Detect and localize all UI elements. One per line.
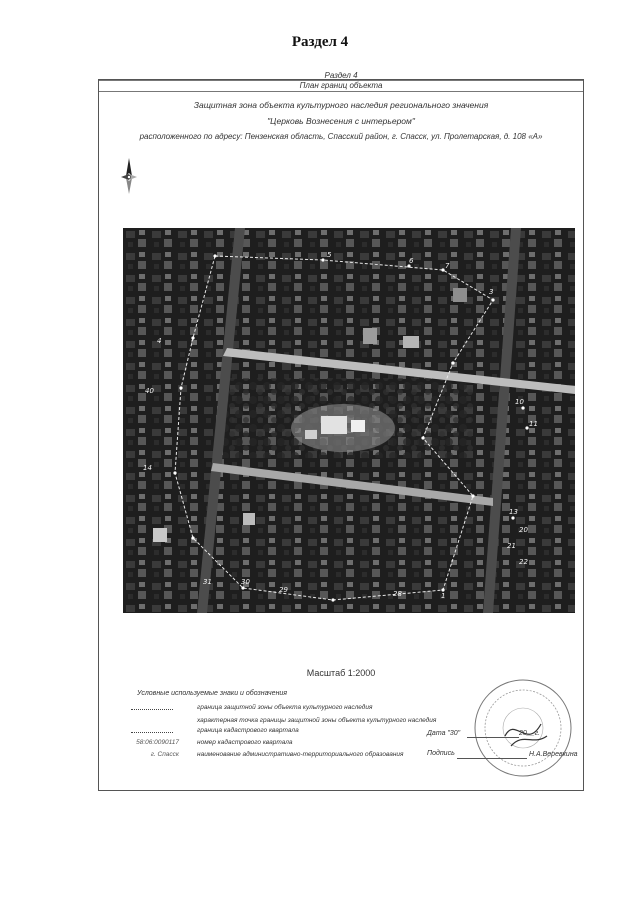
title-line-2: "Церковь Вознесения с интерьером": [267, 116, 415, 126]
title-line-3: расположенного по адресу: Пензенская область, Спасский район, г. Спасск, ул. Пролетарская, д. 108 «А»: [139, 132, 543, 141]
quarter-line-symbol: [131, 732, 173, 733]
point-label: 30: [241, 578, 250, 586]
point-label: 1: [441, 592, 446, 600]
plan-frame: [98, 71, 584, 791]
point-label: 5: [327, 251, 332, 259]
point-label: 13: [509, 508, 518, 516]
satellite-map: [123, 228, 575, 613]
signature-label: Подпись: [427, 750, 455, 757]
signer-name: Н.А.Веревкина: [529, 751, 578, 758]
point-label: 28: [393, 590, 402, 598]
legend-item-boundary: граница защитной зоны объекта культурного наследия: [115, 704, 415, 714]
point-label: 21: [507, 542, 516, 550]
date-year: 20__г.: [519, 730, 540, 737]
frame-header-sub: План границ объекта: [299, 81, 383, 90]
satellite-image: [123, 228, 575, 613]
point-label: 7: [445, 262, 450, 270]
section-title: Раздел 4: [291, 34, 349, 50]
frame-header-top: Раздел 4: [324, 71, 358, 80]
point-label: 29: [279, 586, 288, 594]
point-label: 4: [157, 337, 162, 345]
point-label: 11: [529, 420, 538, 428]
scale-label: Масштаб 1:2000: [306, 668, 376, 678]
point-label: 3: [489, 288, 494, 296]
point-label: 6: [409, 257, 414, 265]
boundary-line-symbol: [131, 709, 173, 710]
legend-item-quarter-boundary: граница кадастрового квартала: [115, 727, 415, 737]
official-seal-icon: [471, 676, 575, 780]
legend-title: Условные используемые знаки и обозначения: [137, 690, 288, 697]
point-label: 40: [145, 387, 154, 395]
signature-underline: [457, 758, 527, 759]
point-label: 22: [519, 558, 528, 566]
title-line-1: Защитная зона объекта культурного наследия регионального значения: [193, 100, 489, 110]
point-label: 31: [203, 578, 212, 586]
date-underline: [467, 737, 519, 738]
point-label: 20: [519, 526, 528, 534]
north-arrow-icon: [119, 154, 139, 200]
legend-item-quarter-number: 58:06:0090117 номер кадастрового квартала: [136, 739, 293, 746]
header-divider-2: [99, 91, 583, 92]
point-label: 14: [143, 464, 152, 472]
date-label: Дата "30": [427, 730, 461, 737]
point-label: 10: [515, 398, 524, 406]
legend-item-locality: г. Спасск наименование административно-территориального образования: [150, 751, 404, 758]
legend-item-point: характерная точка границы защитной зоны объекта культурного наследия: [197, 717, 437, 724]
